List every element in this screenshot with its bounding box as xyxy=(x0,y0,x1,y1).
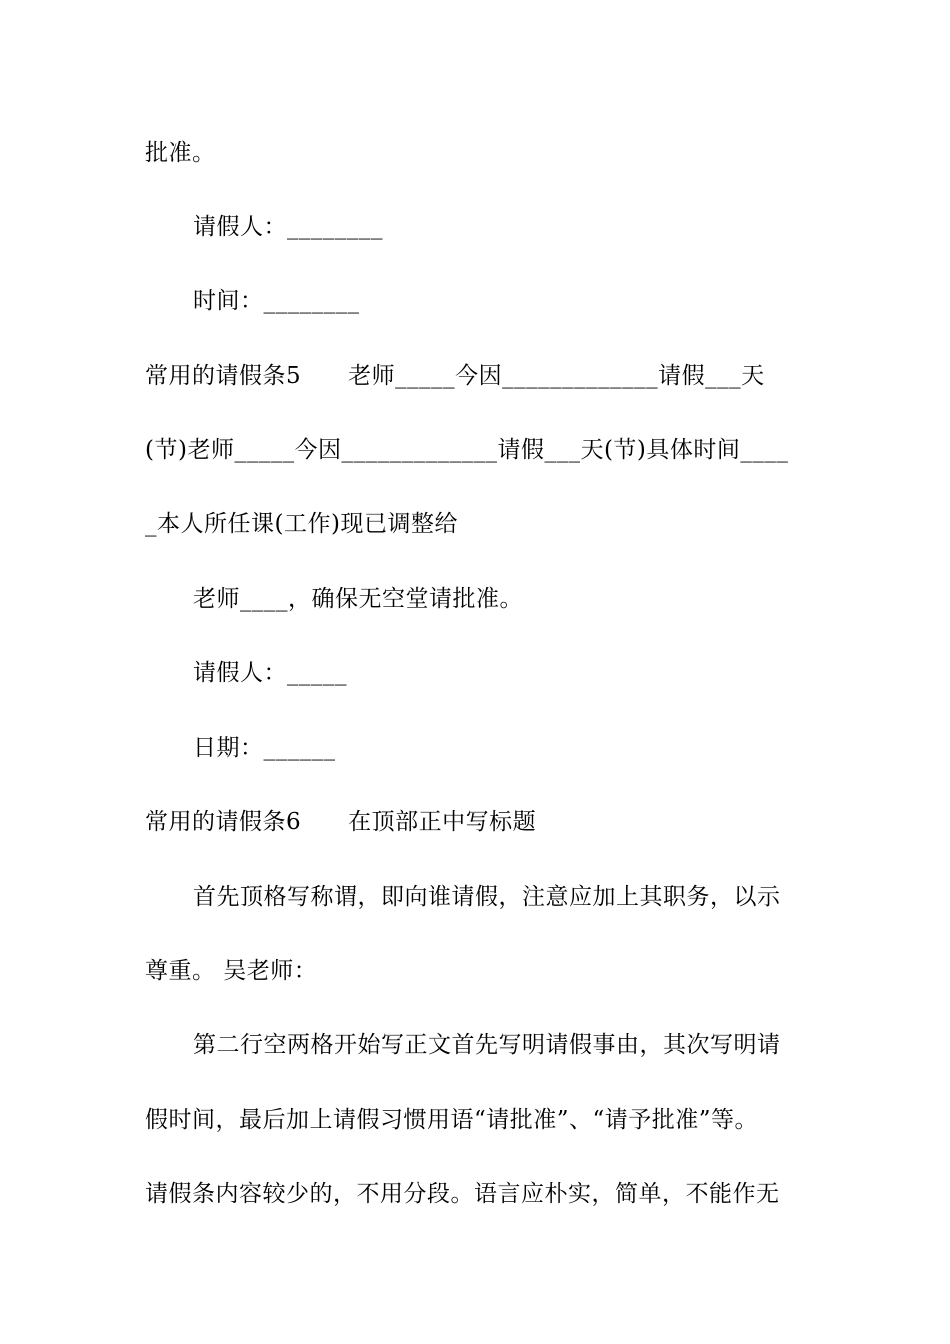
text-line-paragraph: 第二行空两格开始写正文首先写明请假事由，其次写明请 xyxy=(193,1032,781,1058)
text-line-date: 日期：______ xyxy=(193,735,336,761)
text-line-heading-6: 常用的请假条6 在顶部正中写标题 xyxy=(145,809,537,835)
text-line-paragraph: 请假条内容较少的，不用分段。语言应朴实，简单，不能作无 xyxy=(145,1181,780,1207)
text-line-paragraph: 老师____，确保无空堂请批准。 xyxy=(193,586,523,612)
text-line-paragraph: _本人所任课(工作)现已调整给 xyxy=(145,511,458,537)
text-line-approve: 批准。 xyxy=(145,140,216,166)
text-line-paragraph: 假时间，最后加上请假习惯用语“请批准”、“请予批准”等。 xyxy=(145,1107,759,1133)
text-line-applicant: 请假人：________ xyxy=(193,214,383,240)
text-line-applicant: 请假人：_____ xyxy=(193,660,347,686)
text-line-paragraph: (节)老师_____今因_____________请假___天(节)具体时间____ xyxy=(145,437,789,463)
text-line-paragraph: 尊重。 吴老师： xyxy=(145,958,318,984)
text-line-heading-5: 常用的请假条5 老师_____今因_____________请假___天 xyxy=(145,363,765,389)
text-line-paragraph: 首先顶格写称谓，即向谁请假，注意应加上其职务，以示 xyxy=(193,884,781,910)
text-line-time: 时间：________ xyxy=(193,288,360,314)
